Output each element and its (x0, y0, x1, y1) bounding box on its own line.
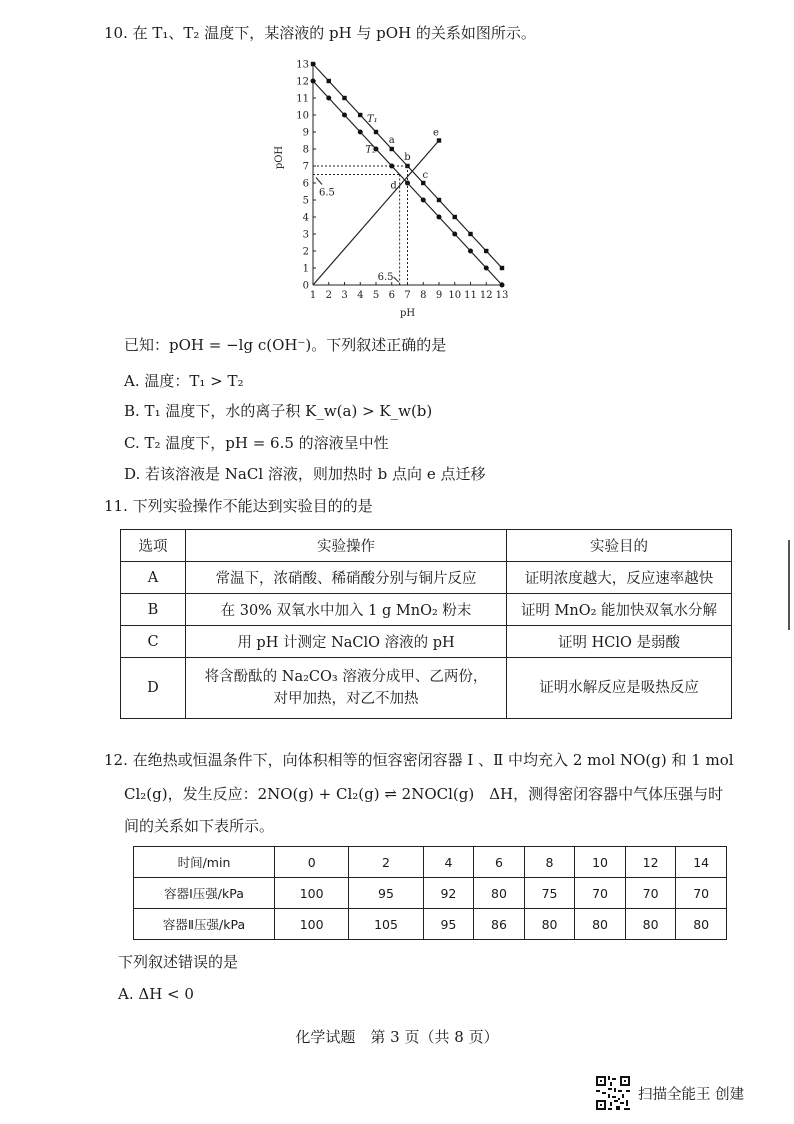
q12-cell: 100 (275, 878, 349, 909)
q12-cell: 容器Ⅰ压强/kPa (134, 878, 275, 909)
page-footer: 化学试题 第 3 页（共 8 页） (295, 1028, 499, 1046)
ph-poh-chart (270, 52, 510, 324)
x-axis-label: pH (399, 308, 416, 319)
q12-cell: 75 (524, 878, 575, 909)
q11-cell-option: C (121, 626, 186, 658)
series-point-square (453, 215, 457, 219)
y-axis-label: pOH (274, 145, 285, 170)
annotation-arrow (394, 277, 399, 282)
q11-cell-operation-line2: 对甲加热，对乙不加热 (273, 691, 419, 707)
series-point-square (500, 266, 504, 270)
x-tick-label: 10 (448, 290, 462, 301)
series-point-square (468, 232, 472, 236)
q11-cell-operation (186, 658, 507, 719)
scanner-watermark (596, 1076, 776, 1112)
series-label: T₂ (365, 144, 377, 156)
series-point-circle (452, 232, 457, 237)
y-tick-label: 10 (296, 110, 309, 122)
q12-cell: 92 (423, 878, 474, 909)
annotation-label: 6.5 (377, 272, 394, 283)
x-tick-label: 4 (357, 290, 364, 301)
point-marker (437, 138, 441, 142)
x-tick-label: 6 (388, 290, 395, 301)
q12-cell: 70 (676, 878, 727, 909)
q10-known: 已知：pOH = −lg c(OH⁻)。下列叙述正确的是 (124, 336, 447, 354)
q11-cell-goal: 证明 HClO 是弱酸 (507, 626, 732, 658)
series-point-square (342, 96, 346, 100)
q10-option-b: B. T₁ 温度下，水的离子积 K_w(a) > K_w(b) (124, 402, 433, 420)
annotation-label: 6.5 (319, 187, 335, 199)
q12-stem-line2: Cl₂(g)，发生反应：2NO(g) + Cl₂(g) ⇌ 2NOCl(g) ΔH，测得密闭容器中气体压强与时 (124, 785, 724, 803)
y-tick-label: 1 (302, 263, 309, 275)
x-tick-label: 13 (495, 290, 509, 301)
q12-header-cell: 12 (625, 847, 676, 878)
q11-cell-option: B (121, 594, 186, 626)
q12-cell: 80 (676, 909, 727, 940)
q12-option-a: A. ΔH < 0 (118, 985, 194, 1003)
table-row (121, 626, 732, 658)
x-tick-label: 12 (479, 290, 493, 301)
q11-header-operation: 实验操作 (186, 530, 507, 562)
series-point-circle (500, 283, 505, 288)
q12-header-cell: 2 (349, 847, 423, 878)
series-point-circle (358, 130, 363, 135)
y-tick-label: 5 (302, 195, 309, 207)
q12-cell: 105 (349, 909, 423, 940)
q11-stem: 11. 下列实验操作不能达到实验目的的是 (104, 497, 373, 515)
table-row (121, 658, 732, 719)
q12-header-cell: 时间/min (134, 847, 275, 878)
table-row (121, 530, 732, 562)
q12-cell: 86 (474, 909, 525, 940)
point-label-d: d (390, 180, 397, 192)
ph-poh-chart-svg (270, 52, 510, 324)
series-point-square (311, 62, 315, 66)
series-point-circle (326, 96, 331, 101)
series-point-circle (421, 198, 426, 203)
y-tick-label: 11 (296, 93, 309, 105)
series-point-square (374, 130, 378, 134)
x-tick-label: 11 (464, 290, 477, 301)
q11-cell-goal: 证明水解反应是吸热反应 (507, 658, 732, 719)
q11-header-goal: 实验目的 (507, 530, 732, 562)
y-tick-label: 4 (302, 212, 309, 224)
q12-cell: 95 (423, 909, 474, 940)
q11-cell-goal: 证明 MnO₂ 能加快双氧水分解 (507, 594, 732, 626)
q10-option-a: A. 温度：T₁ > T₂ (124, 372, 244, 390)
y-tick-label: 3 (302, 229, 309, 241)
table-row (134, 878, 727, 909)
series-point-square (484, 249, 488, 253)
x-tick-label: 9 (435, 290, 443, 301)
x-tick-label: 2 (325, 290, 332, 301)
y-tick-label: 12 (296, 76, 309, 88)
q12-cell: 95 (349, 878, 423, 909)
table-row (121, 562, 732, 594)
table-row (134, 909, 727, 940)
q12-cell: 80 (524, 909, 575, 940)
q10-option-c: C. T₂ 温度下，pH = 6.5 的溶液呈中性 (124, 434, 389, 452)
q12-cell: 80 (474, 878, 525, 909)
q12-header-cell: 6 (474, 847, 525, 878)
scanner-text: 扫描全能王 创建 (638, 1087, 745, 1103)
q12-cell: 80 (625, 909, 676, 940)
table-row (134, 847, 727, 878)
series-point-square (327, 79, 331, 83)
q12-header-cell: 14 (676, 847, 727, 878)
y-tick-label: 0 (302, 280, 309, 292)
q12-stem-line1: 12. 在绝热或恒温条件下，向体积相等的恒容密闭容器 Ⅰ 、Ⅱ 中均充入 2 mol NO(g) 和 1 mol (104, 751, 734, 769)
y-tick-label: 9 (302, 127, 309, 139)
q11-cell-operation-line1: 将含酚酞的 Na₂CO₃ 溶液分成甲、乙两份， (204, 669, 488, 685)
page-edge-mark (788, 540, 790, 630)
q12-after: 下列叙述错误的是 (118, 953, 239, 971)
x-tick-label: 7 (404, 290, 411, 301)
q12-header-cell: 10 (575, 847, 626, 878)
x-tick-label: 8 (420, 290, 427, 301)
annotation-arrow (316, 178, 322, 185)
q12-header-cell: 0 (275, 847, 349, 878)
series-point-square (358, 113, 362, 117)
y-tick-label: 7 (302, 161, 309, 173)
series-point-square (421, 181, 425, 185)
q12-table (133, 846, 727, 940)
series-point-square (437, 198, 441, 202)
q11-cell-operation: 常温下，浓硝酸、稀硝酸分别与铜片反应 (186, 562, 507, 594)
q11-cell-operation: 在 30% 双氧水中加入 1 g MnO₂ 粉末 (186, 594, 507, 626)
q12-cell: 80 (575, 909, 626, 940)
q12-cell: 70 (575, 878, 626, 909)
q12-cell: 100 (275, 909, 349, 940)
point-label-b: b (404, 152, 411, 163)
series-point-square (390, 147, 394, 151)
q10-stem: 10. 在 T₁、T₂ 温度下，某溶液的 pH 与 pOH 的关系如图所示。 (104, 24, 536, 42)
q11-header-option: 选项 (121, 530, 186, 562)
table-row (121, 594, 732, 626)
q12-header-cell: 4 (423, 847, 474, 878)
q11-cell-goal: 证明浓度越大，反应速率越快 (507, 562, 732, 594)
series-point-circle (311, 79, 316, 84)
q12-header-cell: 8 (524, 847, 575, 878)
y-tick-label: 2 (302, 246, 309, 258)
y-tick-label: 8 (302, 144, 309, 156)
q12-cell: 70 (625, 878, 676, 909)
x-tick-label: 3 (341, 290, 348, 301)
series-point-circle (437, 215, 442, 220)
q11-table (120, 529, 732, 719)
q11-cell-operation: 用 pH 计测定 NaClO 溶液的 pH (186, 626, 507, 658)
qr-code-icon (596, 1076, 630, 1110)
q12-stem-line3: 间的关系如下表所示。 (124, 817, 275, 835)
x-tick-label: 5 (372, 290, 380, 301)
point-label-a: a (388, 135, 395, 146)
series-label: T₁ (367, 113, 378, 125)
point-label-e: e (433, 127, 439, 139)
x-tick-label: 1 (309, 290, 317, 301)
q12-cell: 容器Ⅱ压强/kPa (134, 909, 275, 940)
q10-option-d: D. 若该溶液是 NaCl 溶液，则加热时 b 点向 e 点迁移 (124, 465, 486, 483)
y-tick-label: 6 (302, 178, 309, 190)
series-point-circle (468, 249, 473, 254)
series-point-circle (484, 266, 489, 271)
series-line (313, 141, 439, 286)
series-point-circle (342, 113, 347, 118)
point-label-c: c (422, 170, 429, 181)
y-tick-label: 13 (296, 59, 309, 71)
q11-cell-option: D (121, 658, 186, 719)
q11-cell-option: A (121, 562, 186, 594)
